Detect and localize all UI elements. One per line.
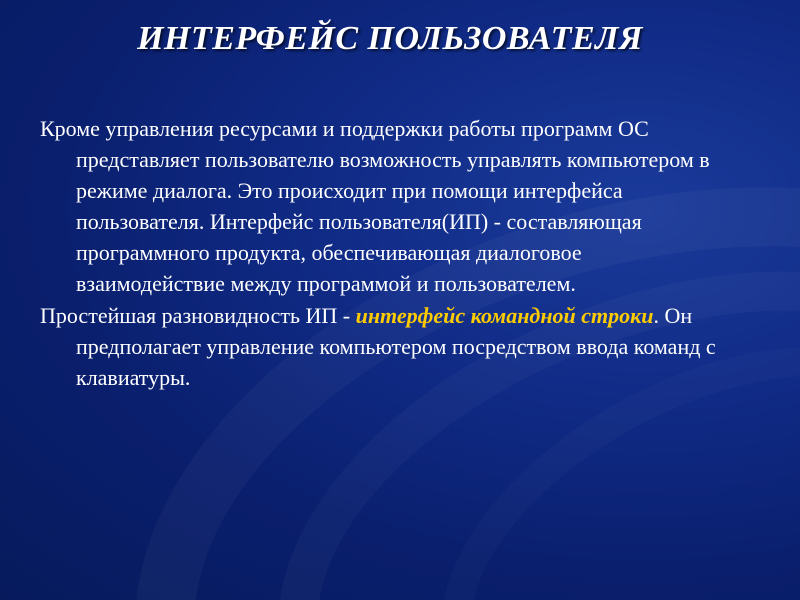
paragraph-text-after: . Он предполагает управление компьютером посредством ввода команд с клавиатуры. bbox=[76, 303, 716, 390]
slide-title: ИНТЕРФЕЙС ПОЛЬЗОВАТЕЛЯ bbox=[137, 20, 643, 57]
slide-body bbox=[40, 113, 730, 393]
paragraph-os-interface bbox=[40, 113, 730, 299]
highlighted-term: интерфейс командной строки bbox=[355, 303, 654, 328]
paragraph-text: Кроме управления ресурсами и поддержки работы программ ОС представляет пользователю возможность управлять компьютером в режиме диалога. Это происходит при помощи интерфейса пользователя. Интерфейс пользователя(ИП) - составляющая программного продукта, обеспечивающая диалоговое взаимодействие между программой и пользователем. bbox=[40, 116, 710, 296]
paragraph-text-before: Простейшая разновидность ИП - bbox=[40, 303, 356, 328]
paragraph-command-line bbox=[40, 300, 730, 393]
